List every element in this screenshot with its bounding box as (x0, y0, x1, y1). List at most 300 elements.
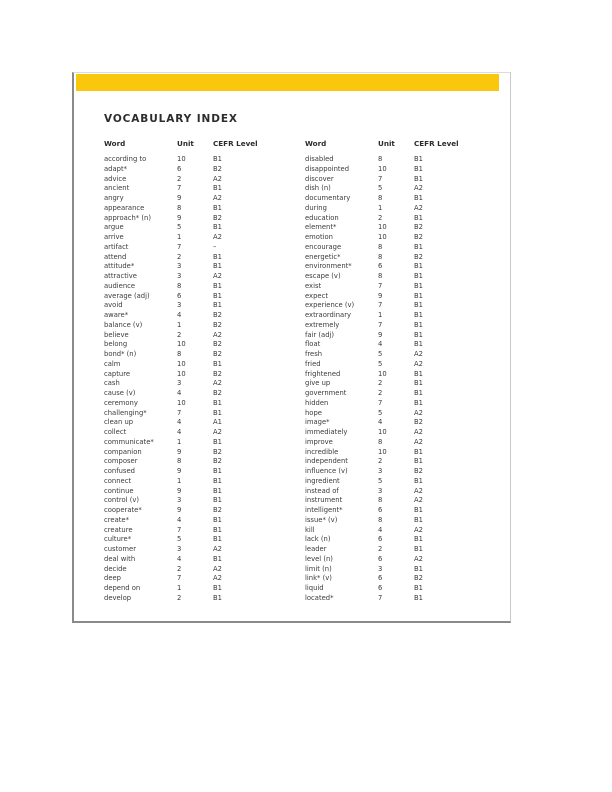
table-row (104, 223, 273, 233)
vocab-unit: 6 (378, 584, 383, 592)
vocab-unit: 2 (378, 379, 383, 388)
table-row (305, 516, 474, 526)
table-row (104, 555, 273, 565)
vocab-unit: 2 (177, 564, 182, 573)
vocab-word: disabled (305, 155, 334, 163)
vocab-unit: 2 (177, 174, 182, 183)
vocab-cefr-level: A2 (414, 359, 423, 368)
vocab-cefr-level: A2 (213, 194, 222, 202)
vocab-cefr-level: B1 (414, 213, 423, 222)
table-row (104, 574, 273, 584)
vocab-word: balance (v) (104, 320, 143, 329)
vocab-unit: 8 (378, 515, 383, 524)
vocab-unit: 8 (378, 252, 383, 261)
vocab-cefr-level: B1 (414, 242, 423, 251)
vocab-unit: 9 (177, 213, 182, 222)
vocab-unit: 5 (378, 359, 383, 368)
vocab-cefr-level: – (213, 242, 217, 251)
vocab-unit: 8 (378, 242, 383, 251)
vocab-unit: 8 (378, 194, 383, 202)
table-row (305, 194, 474, 204)
vocab-cefr-level: B1 (414, 301, 423, 310)
vocab-word: fresh (305, 350, 323, 358)
vocab-unit: 10 (378, 233, 387, 241)
table-row (305, 389, 474, 399)
vocab-unit: 3 (177, 272, 182, 280)
table-row (104, 370, 273, 380)
table-row (104, 360, 273, 370)
vocab-unit: 4 (378, 525, 383, 534)
table-row (104, 301, 273, 311)
vocab-cefr-level: B1 (213, 554, 222, 563)
vocab-cefr-level: A2 (414, 496, 423, 505)
vocab-unit: 8 (378, 155, 383, 163)
vocab-cefr-level: B2 (414, 252, 423, 261)
vocab-cefr-level: A2 (213, 574, 222, 583)
vocab-unit: 4 (177, 418, 182, 427)
vocab-unit: 9 (177, 486, 182, 495)
vocab-cefr-level: A2 (414, 428, 423, 436)
vocab-cefr-level: B2 (213, 320, 222, 329)
table-row (104, 379, 273, 389)
header-unit: Unit (177, 139, 194, 148)
vocab-cefr-level: B2 (213, 389, 222, 397)
vocab-cefr-level: B2 (414, 418, 423, 427)
vocab-cefr-level: A2 (414, 203, 423, 212)
vocab-cefr-level: B1 (414, 545, 423, 553)
table-row (104, 311, 273, 321)
vocab-word: hope (305, 408, 322, 417)
vocab-unit: 3 (177, 262, 182, 271)
header-cefr-level: CEFR Level (414, 139, 459, 148)
vocab-cefr-level: B1 (213, 535, 222, 544)
vocab-cefr-level: B1 (414, 340, 423, 349)
vocab-unit: 4 (177, 428, 182, 436)
table-row (305, 535, 474, 545)
vocab-cefr-level: B1 (213, 584, 222, 592)
vocab-word: average (adj) (104, 291, 150, 300)
vocab-cefr-level: B1 (414, 476, 423, 485)
table-row (104, 321, 273, 331)
vocab-cefr-level: B2 (213, 447, 222, 456)
vocab-cefr-level: B1 (414, 369, 423, 378)
vocab-word: image* (305, 418, 330, 427)
vocab-word: independent (305, 457, 348, 466)
vocab-cefr-level: B1 (213, 496, 222, 505)
vocab-cefr-level: B1 (213, 593, 222, 602)
vocab-word: cause (v) (104, 389, 136, 397)
vocab-word: avoid (104, 301, 123, 310)
vocab-unit: 4 (378, 418, 383, 427)
vocab-word: extraordinary (305, 311, 352, 319)
vocab-unit: 7 (378, 281, 383, 290)
table-row (104, 438, 273, 448)
vocab-cefr-level: B1 (414, 174, 423, 183)
vocab-unit: 8 (378, 496, 383, 505)
vocab-unit: 2 (177, 252, 182, 261)
table-row (305, 282, 474, 292)
vocab-unit: 10 (177, 369, 186, 378)
table-row (305, 526, 474, 536)
vocab-word: artifact (104, 242, 129, 251)
vocab-unit: 6 (177, 164, 182, 173)
vocab-word: intelligent* (305, 506, 343, 514)
vocab-cefr-level: B2 (213, 506, 222, 514)
vocab-word: incredible (305, 447, 339, 456)
vocab-word: ingredient (305, 476, 340, 485)
vocab-cefr-level: B1 (414, 379, 423, 388)
table-row (104, 350, 273, 360)
vocab-word: audience (104, 281, 136, 290)
table-row (104, 457, 273, 467)
vocab-word: limit (n) (305, 564, 332, 573)
vocab-word: creature (104, 525, 133, 534)
vocab-cefr-level: A2 (213, 233, 222, 241)
vocab-cefr-level: B2 (414, 574, 423, 583)
vocab-unit: 2 (177, 593, 182, 602)
table-row (104, 214, 273, 224)
vocab-cefr-level: B1 (213, 486, 222, 495)
vocab-unit: 8 (378, 437, 383, 446)
vocab-cefr-level: A2 (414, 350, 423, 358)
table-row (104, 535, 273, 545)
vocab-unit: 1 (177, 476, 182, 485)
table-row (305, 545, 474, 555)
vocab-cefr-level: B1 (213, 281, 222, 290)
vocab-cefr-level: B1 (213, 525, 222, 534)
vocab-cefr-level: B1 (213, 408, 222, 417)
vocab-cefr-level: B1 (414, 398, 423, 407)
vocab-cefr-level: A2 (414, 408, 423, 417)
vocab-word: angry (104, 194, 124, 202)
table-row (305, 448, 474, 458)
vocab-cefr-level: B1 (213, 155, 222, 163)
vocab-unit: 6 (378, 554, 383, 563)
vocab-word: control (v) (104, 496, 140, 505)
vocab-cefr-level: B1 (414, 291, 423, 300)
table-row (305, 184, 474, 194)
table-row (104, 428, 273, 438)
vocab-cefr-level: B2 (213, 213, 222, 222)
vocab-cefr-level: B1 (213, 467, 222, 475)
table-row (104, 389, 273, 399)
table-row (305, 253, 474, 263)
table-row (104, 262, 273, 272)
vocab-cefr-level: A2 (414, 184, 423, 193)
vocab-unit: 3 (177, 545, 182, 553)
vocab-word: education (305, 213, 339, 222)
vocab-cefr-level: B1 (414, 535, 423, 544)
table-row (305, 350, 474, 360)
vocab-cefr-level: A2 (213, 564, 222, 573)
vocab-word: discover (305, 174, 334, 183)
vocab-cefr-level: B1 (414, 593, 423, 602)
vocab-word: link* (v) (305, 574, 332, 583)
vocab-cefr-level: B1 (414, 262, 423, 271)
table-row (305, 565, 474, 575)
table-row (305, 555, 474, 565)
vocab-word: during (305, 203, 327, 212)
vocab-unit: 8 (177, 457, 182, 466)
table-row (104, 243, 273, 253)
vocab-unit: 5 (378, 350, 383, 358)
vocab-unit: 3 (378, 467, 383, 475)
vocab-cefr-level: B1 (213, 291, 222, 300)
vocab-cefr-level: B1 (213, 359, 222, 368)
vocab-cefr-level: B1 (414, 457, 423, 466)
table-row (305, 204, 474, 214)
vocab-word: issue* (v) (305, 515, 338, 524)
table-row (305, 370, 474, 380)
vocab-unit: 2 (378, 457, 383, 466)
vocab-word: decide (104, 564, 127, 573)
vocab-word: documentary (305, 194, 351, 202)
table-row (104, 331, 273, 341)
vocab-unit: 7 (177, 242, 182, 251)
vocab-cefr-level: A2 (414, 486, 423, 495)
vocab-unit: 2 (177, 330, 182, 339)
vocab-unit: 5 (177, 223, 182, 232)
vocab-unit: 10 (177, 340, 186, 349)
table-row (305, 165, 474, 175)
vocab-unit: 10 (378, 428, 387, 436)
table-row (104, 448, 273, 458)
table-row (305, 584, 474, 594)
table-row (305, 292, 474, 302)
vocab-word: deal with (104, 554, 136, 563)
vocab-word: clean up (104, 418, 134, 427)
vocab-unit: 7 (177, 525, 182, 534)
vocab-unit: 10 (378, 447, 387, 456)
vocab-cefr-level: B1 (414, 155, 423, 163)
vocab-cefr-level: B1 (213, 301, 222, 310)
vocab-word: aware* (104, 311, 129, 319)
vocab-unit: 9 (378, 291, 383, 300)
table-row (305, 457, 474, 467)
vocab-unit: 3 (177, 496, 182, 505)
vocab-word: lack (n) (305, 535, 331, 544)
vocab-word: give up (305, 379, 331, 388)
vocab-word: culture* (104, 535, 132, 544)
vocab-word: instead of (305, 486, 339, 495)
table-row (305, 223, 474, 233)
vocab-cefr-level: B1 (414, 584, 423, 592)
vocab-table-right (305, 139, 474, 604)
vocab-word: attractive (104, 272, 137, 280)
vocab-word: arrive (104, 233, 124, 241)
vocab-word: frightened (305, 369, 341, 378)
vocab-cefr-level: B2 (213, 350, 222, 358)
vocab-word: located* (305, 593, 334, 602)
vocab-unit: 4 (378, 340, 383, 349)
header-word: Word (305, 139, 327, 148)
vocab-unit: 9 (177, 467, 182, 475)
vocab-unit: 6 (378, 506, 383, 514)
vocab-unit: 1 (177, 584, 182, 592)
vocab-unit: 7 (378, 320, 383, 329)
vocab-word: improve (305, 437, 333, 446)
vocab-cefr-level: A2 (213, 174, 222, 183)
vocab-cefr-level: B1 (414, 389, 423, 397)
vocab-cefr-level: B1 (414, 506, 423, 514)
vocab-unit: 10 (177, 398, 186, 407)
vocab-unit: 9 (378, 330, 383, 339)
table-row (104, 292, 273, 302)
table-row (104, 272, 273, 282)
vocab-word: ancient (104, 184, 130, 193)
table-row (104, 506, 273, 516)
vocab-cefr-level: B2 (414, 467, 423, 475)
table-header-row (305, 139, 474, 155)
vocab-word: float (305, 340, 321, 349)
vocab-word: influence (v) (305, 467, 348, 475)
vocab-word: instrument (305, 496, 343, 505)
vocab-unit: 10 (378, 369, 387, 378)
table-row (104, 545, 273, 555)
table-row (305, 321, 474, 331)
vocab-unit: 6 (378, 262, 383, 271)
vocab-word: composer (104, 457, 138, 466)
vocab-word: extremely (305, 320, 340, 329)
vocab-word: adapt* (104, 164, 128, 173)
table-row (305, 262, 474, 272)
vocab-word: hidden (305, 398, 329, 407)
vocab-cefr-level: B1 (414, 564, 423, 573)
vocab-unit: 6 (177, 291, 182, 300)
vocab-cefr-level: B1 (213, 398, 222, 407)
table-row (104, 194, 273, 204)
table-row (305, 360, 474, 370)
vocab-unit: 3 (177, 379, 182, 388)
vocab-word: connect (104, 476, 132, 485)
vocab-word: companion (104, 447, 142, 456)
vocab-cefr-level: B1 (213, 262, 222, 271)
vocab-cefr-level: B1 (414, 311, 423, 319)
vocab-unit: 4 (177, 554, 182, 563)
vocab-word: depend on (104, 584, 141, 592)
vocab-word: energetic* (305, 252, 341, 261)
vocab-cefr-level: A2 (213, 545, 222, 553)
vocab-word: customer (104, 545, 137, 553)
vocab-unit: 4 (177, 515, 182, 524)
vocab-word: kill (305, 525, 315, 534)
vocab-unit: 4 (177, 389, 182, 397)
vocab-word: challenging* (104, 408, 147, 417)
vocab-unit: 2 (378, 389, 383, 397)
table-row (305, 428, 474, 438)
table-row (305, 379, 474, 389)
table-row (305, 594, 474, 604)
vocab-unit: 7 (177, 574, 182, 583)
vocab-word: fried (305, 359, 321, 368)
vocab-unit: 1 (177, 320, 182, 329)
vocab-cefr-level: B1 (213, 437, 222, 446)
table-row (305, 438, 474, 448)
table-header-row (104, 139, 273, 155)
vocab-word: environment* (305, 262, 352, 271)
table-row (104, 155, 273, 165)
vocab-unit: 9 (177, 194, 182, 202)
table-row (104, 584, 273, 594)
table-row (305, 399, 474, 409)
vocab-word: deep (104, 574, 121, 583)
table-row (305, 467, 474, 477)
vocab-cefr-level: B1 (213, 515, 222, 524)
vocab-word: government (305, 389, 347, 397)
vocab-word: encourage (305, 242, 342, 251)
vocab-word: collect (104, 428, 127, 436)
vocab-word: element* (305, 223, 337, 232)
vocab-unit: 1 (378, 311, 383, 319)
table-row (104, 399, 273, 409)
table-row (305, 574, 474, 584)
table-row (104, 340, 273, 350)
vocab-unit: 8 (177, 203, 182, 212)
table-row (104, 253, 273, 263)
vocab-cefr-level: B1 (213, 184, 222, 193)
table-row (305, 311, 474, 321)
vocab-unit: 2 (378, 213, 383, 222)
table-row (104, 418, 273, 428)
vocab-cefr-level: B2 (213, 164, 222, 173)
table-row (305, 214, 474, 224)
table-row (104, 516, 273, 526)
vocab-word: cooperate* (104, 506, 142, 514)
vocab-word: approach* (n) (104, 213, 151, 222)
table-row (305, 233, 474, 243)
table-row (104, 282, 273, 292)
vocab-word: communicate* (104, 437, 154, 446)
vocab-word: exist (305, 281, 322, 290)
table-row (305, 477, 474, 487)
vocab-word: experience (v) (305, 301, 355, 310)
vocab-unit: 7 (378, 398, 383, 407)
vocab-word: believe (104, 330, 129, 339)
page-frame (72, 72, 511, 623)
vocab-unit: 7 (177, 184, 182, 193)
vocab-word: continue (104, 486, 134, 495)
vocab-word: advice (104, 174, 127, 183)
vocab-cefr-level: A2 (414, 554, 423, 563)
vocab-unit: 4 (177, 311, 182, 319)
vocab-word: disappointed (305, 164, 350, 173)
vocab-unit: 3 (378, 486, 383, 495)
table-row (305, 301, 474, 311)
vocab-unit: 9 (177, 447, 182, 456)
vocab-cefr-level: B2 (213, 457, 222, 466)
table-row (305, 340, 474, 350)
vocab-unit: 6 (378, 574, 383, 583)
vocab-cefr-level: B2 (414, 233, 423, 241)
table-row (104, 565, 273, 575)
table-row (104, 467, 273, 477)
vocab-unit: 3 (177, 301, 182, 310)
table-row (305, 409, 474, 419)
vocab-word: capture (104, 369, 131, 378)
vocab-word: attend (104, 252, 127, 261)
vocab-cefr-level: B1 (414, 164, 423, 173)
vocab-cefr-level: B1 (213, 203, 222, 212)
vocab-word: immediately (305, 428, 348, 436)
vocab-unit: 5 (177, 535, 182, 544)
vocab-word: liquid (305, 584, 324, 592)
table-row (104, 526, 273, 536)
vocab-unit: 1 (378, 203, 383, 212)
vocab-word: ceremony (104, 398, 138, 407)
vocab-cefr-level: B1 (414, 330, 423, 339)
vocab-word: escape (v) (305, 272, 341, 280)
page-title: VOCABULARY INDEX (104, 113, 238, 125)
